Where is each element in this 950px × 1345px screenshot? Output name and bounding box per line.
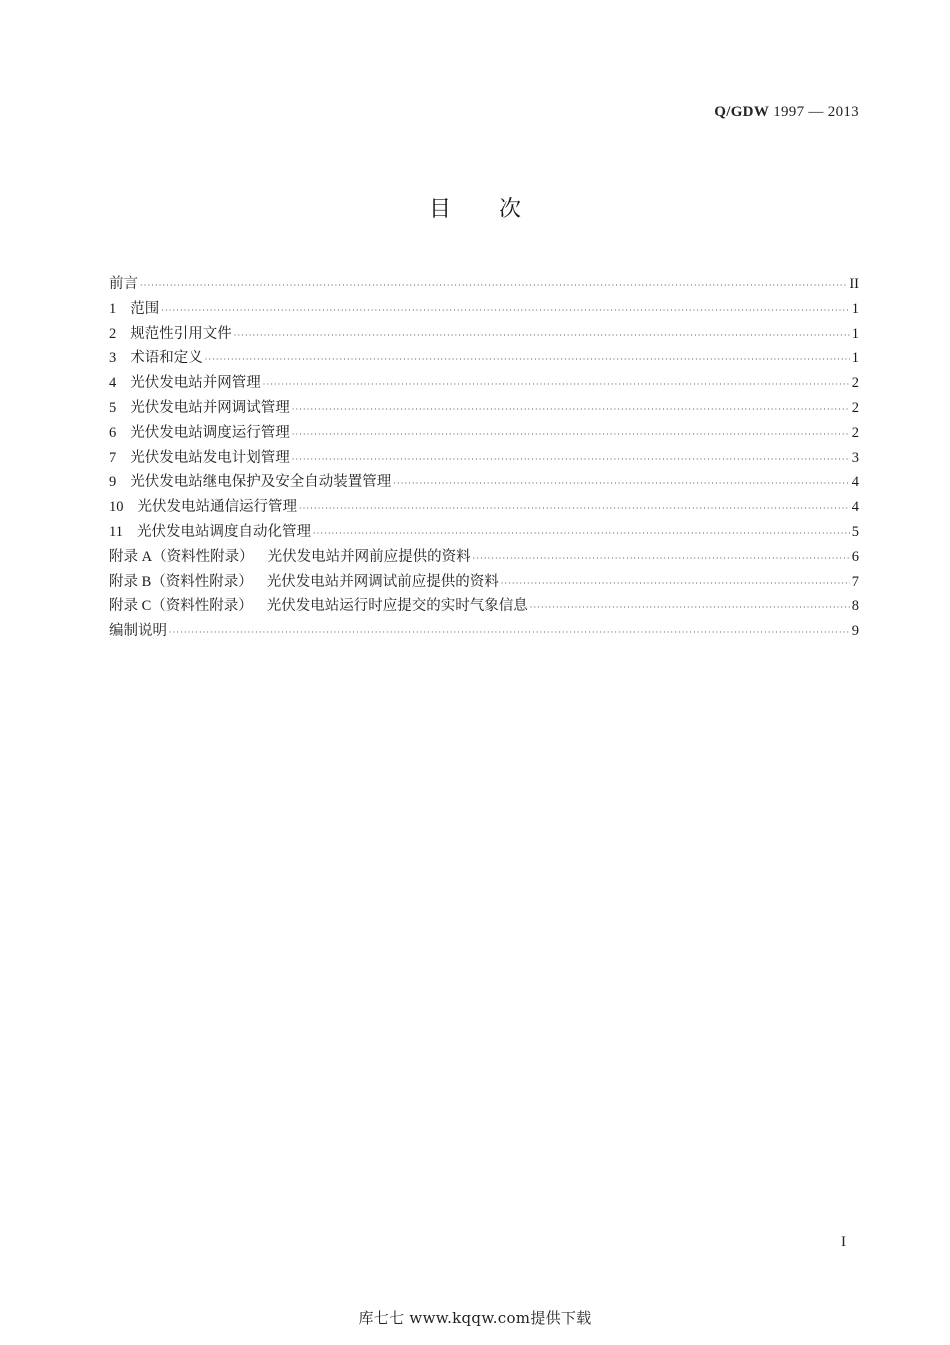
toc-dot-leader	[292, 456, 850, 464]
toc-entry-title: 光伏发电站调度自动化管理	[136, 523, 311, 540]
toc-entry-title: 编制说明	[109, 623, 167, 640]
toc-heading: 目次	[428, 197, 569, 222]
toc-dot-leader	[169, 629, 850, 637]
toc-entry-page: 2	[851, 424, 859, 441]
toc-entry-3[interactable]	[109, 346, 859, 371]
toc-entry-page: II	[849, 276, 859, 292]
toc-entry-page: 1	[851, 300, 859, 317]
toc-entry-title: 光伏发电站继电保护及安全自动装置管理	[130, 474, 392, 491]
toc-entry-1[interactable]	[109, 297, 859, 322]
toc-dot-leader	[234, 332, 850, 340]
toc-entry-number: 附录 B（资料性附录）	[109, 573, 253, 590]
toc-entry-appendix-c[interactable]	[109, 594, 859, 619]
toc-entry-number: 附录 C（资料性附录）	[109, 598, 253, 615]
table-of-contents	[109, 272, 859, 644]
toc-entry-title: 光伏发电站发电计划管理	[130, 449, 290, 466]
toc-entry-title: 光伏发电站并网调试管理	[130, 399, 290, 416]
toc-entry-page: 4	[851, 499, 859, 516]
download-source-footer: 库七七 www.kqqw.com提供下载	[358, 1309, 592, 1327]
toc-entry-number: 10	[109, 499, 124, 516]
document-code-prefix: Q/GDW	[714, 104, 770, 120]
toc-entry-number: 2	[109, 325, 117, 342]
toc-entry-11[interactable]	[109, 520, 859, 545]
toc-entry-number: 5	[109, 399, 117, 416]
toc-entry-2[interactable]	[109, 322, 859, 347]
toc-entry-title: 光伏发电站通信运行管理	[137, 499, 297, 516]
toc-dot-leader	[530, 604, 850, 612]
toc-entry-page: 3	[851, 449, 859, 466]
toc-entry-page: 6	[851, 548, 859, 565]
toc-entry-title: 光伏发电站调度运行管理	[130, 424, 290, 441]
toc-entry-number: 9	[109, 474, 117, 491]
toc-entry-appendix-b[interactable]	[109, 570, 859, 595]
toc-entry-page: 2	[851, 375, 859, 392]
toc-dot-leader	[393, 480, 850, 488]
toc-entry-page: 1	[851, 325, 859, 342]
toc-entry-10[interactable]	[109, 495, 859, 520]
toc-entry-title: 光伏发电站运行时应提交的实时气象信息	[266, 598, 528, 615]
toc-dot-leader	[501, 580, 850, 588]
toc-entry-page: 4	[851, 474, 859, 491]
toc-entry-4[interactable]	[109, 371, 859, 396]
toc-entry-title: 规范性引用文件	[130, 325, 232, 342]
toc-dot-leader	[473, 555, 850, 563]
document-code	[714, 104, 859, 121]
toc-entry-7[interactable]	[109, 446, 859, 471]
toc-entry-5[interactable]	[109, 396, 859, 421]
toc-entry-title: 光伏发电站并网管理	[130, 375, 261, 392]
toc-entry-title: 前言	[109, 276, 138, 292]
toc-entry-appendix-a[interactable]	[109, 545, 859, 570]
toc-entry-page: 5	[851, 523, 859, 540]
toc-entry-number: 1	[109, 300, 117, 317]
toc-dot-leader	[205, 356, 850, 364]
toc-entry-number: 11	[109, 523, 123, 540]
toc-entry-page: 8	[851, 598, 859, 615]
toc-entry-number: 3	[109, 350, 117, 367]
toc-dot-leader	[292, 406, 850, 414]
toc-entry-page: 9	[851, 623, 859, 640]
toc-dot-leader	[161, 307, 850, 315]
toc-entry-9[interactable]	[109, 470, 859, 495]
toc-dot-leader	[140, 282, 847, 290]
toc-entry-number: 附录 A（资料性附录）	[109, 548, 254, 565]
toc-entry-title: 术语和定义	[130, 350, 203, 367]
toc-dot-leader	[263, 381, 850, 389]
toc-dot-leader	[313, 530, 850, 538]
toc-dot-leader	[299, 505, 850, 513]
page-number: I	[841, 1234, 846, 1250]
toc-entry-title: 光伏发电站并网前应提供的资料	[267, 548, 471, 565]
toc-dot-leader	[292, 431, 850, 439]
document-code-suffix: 1997 — 2013	[773, 104, 859, 120]
toc-entry-preface[interactable]	[109, 272, 859, 297]
toc-entry-drafting-notes[interactable]	[109, 619, 859, 644]
toc-entry-number: 7	[109, 449, 117, 466]
toc-entry-page: 1	[851, 350, 859, 367]
toc-entry-title: 光伏发电站并网调试前应提供的资料	[266, 573, 499, 590]
toc-entry-6[interactable]	[109, 421, 859, 446]
toc-entry-number: 6	[109, 424, 117, 441]
toc-entry-number: 4	[109, 375, 117, 392]
toc-entry-page: 7	[851, 573, 859, 590]
toc-entry-page: 2	[851, 399, 859, 416]
toc-entry-title: 范围	[130, 300, 160, 317]
